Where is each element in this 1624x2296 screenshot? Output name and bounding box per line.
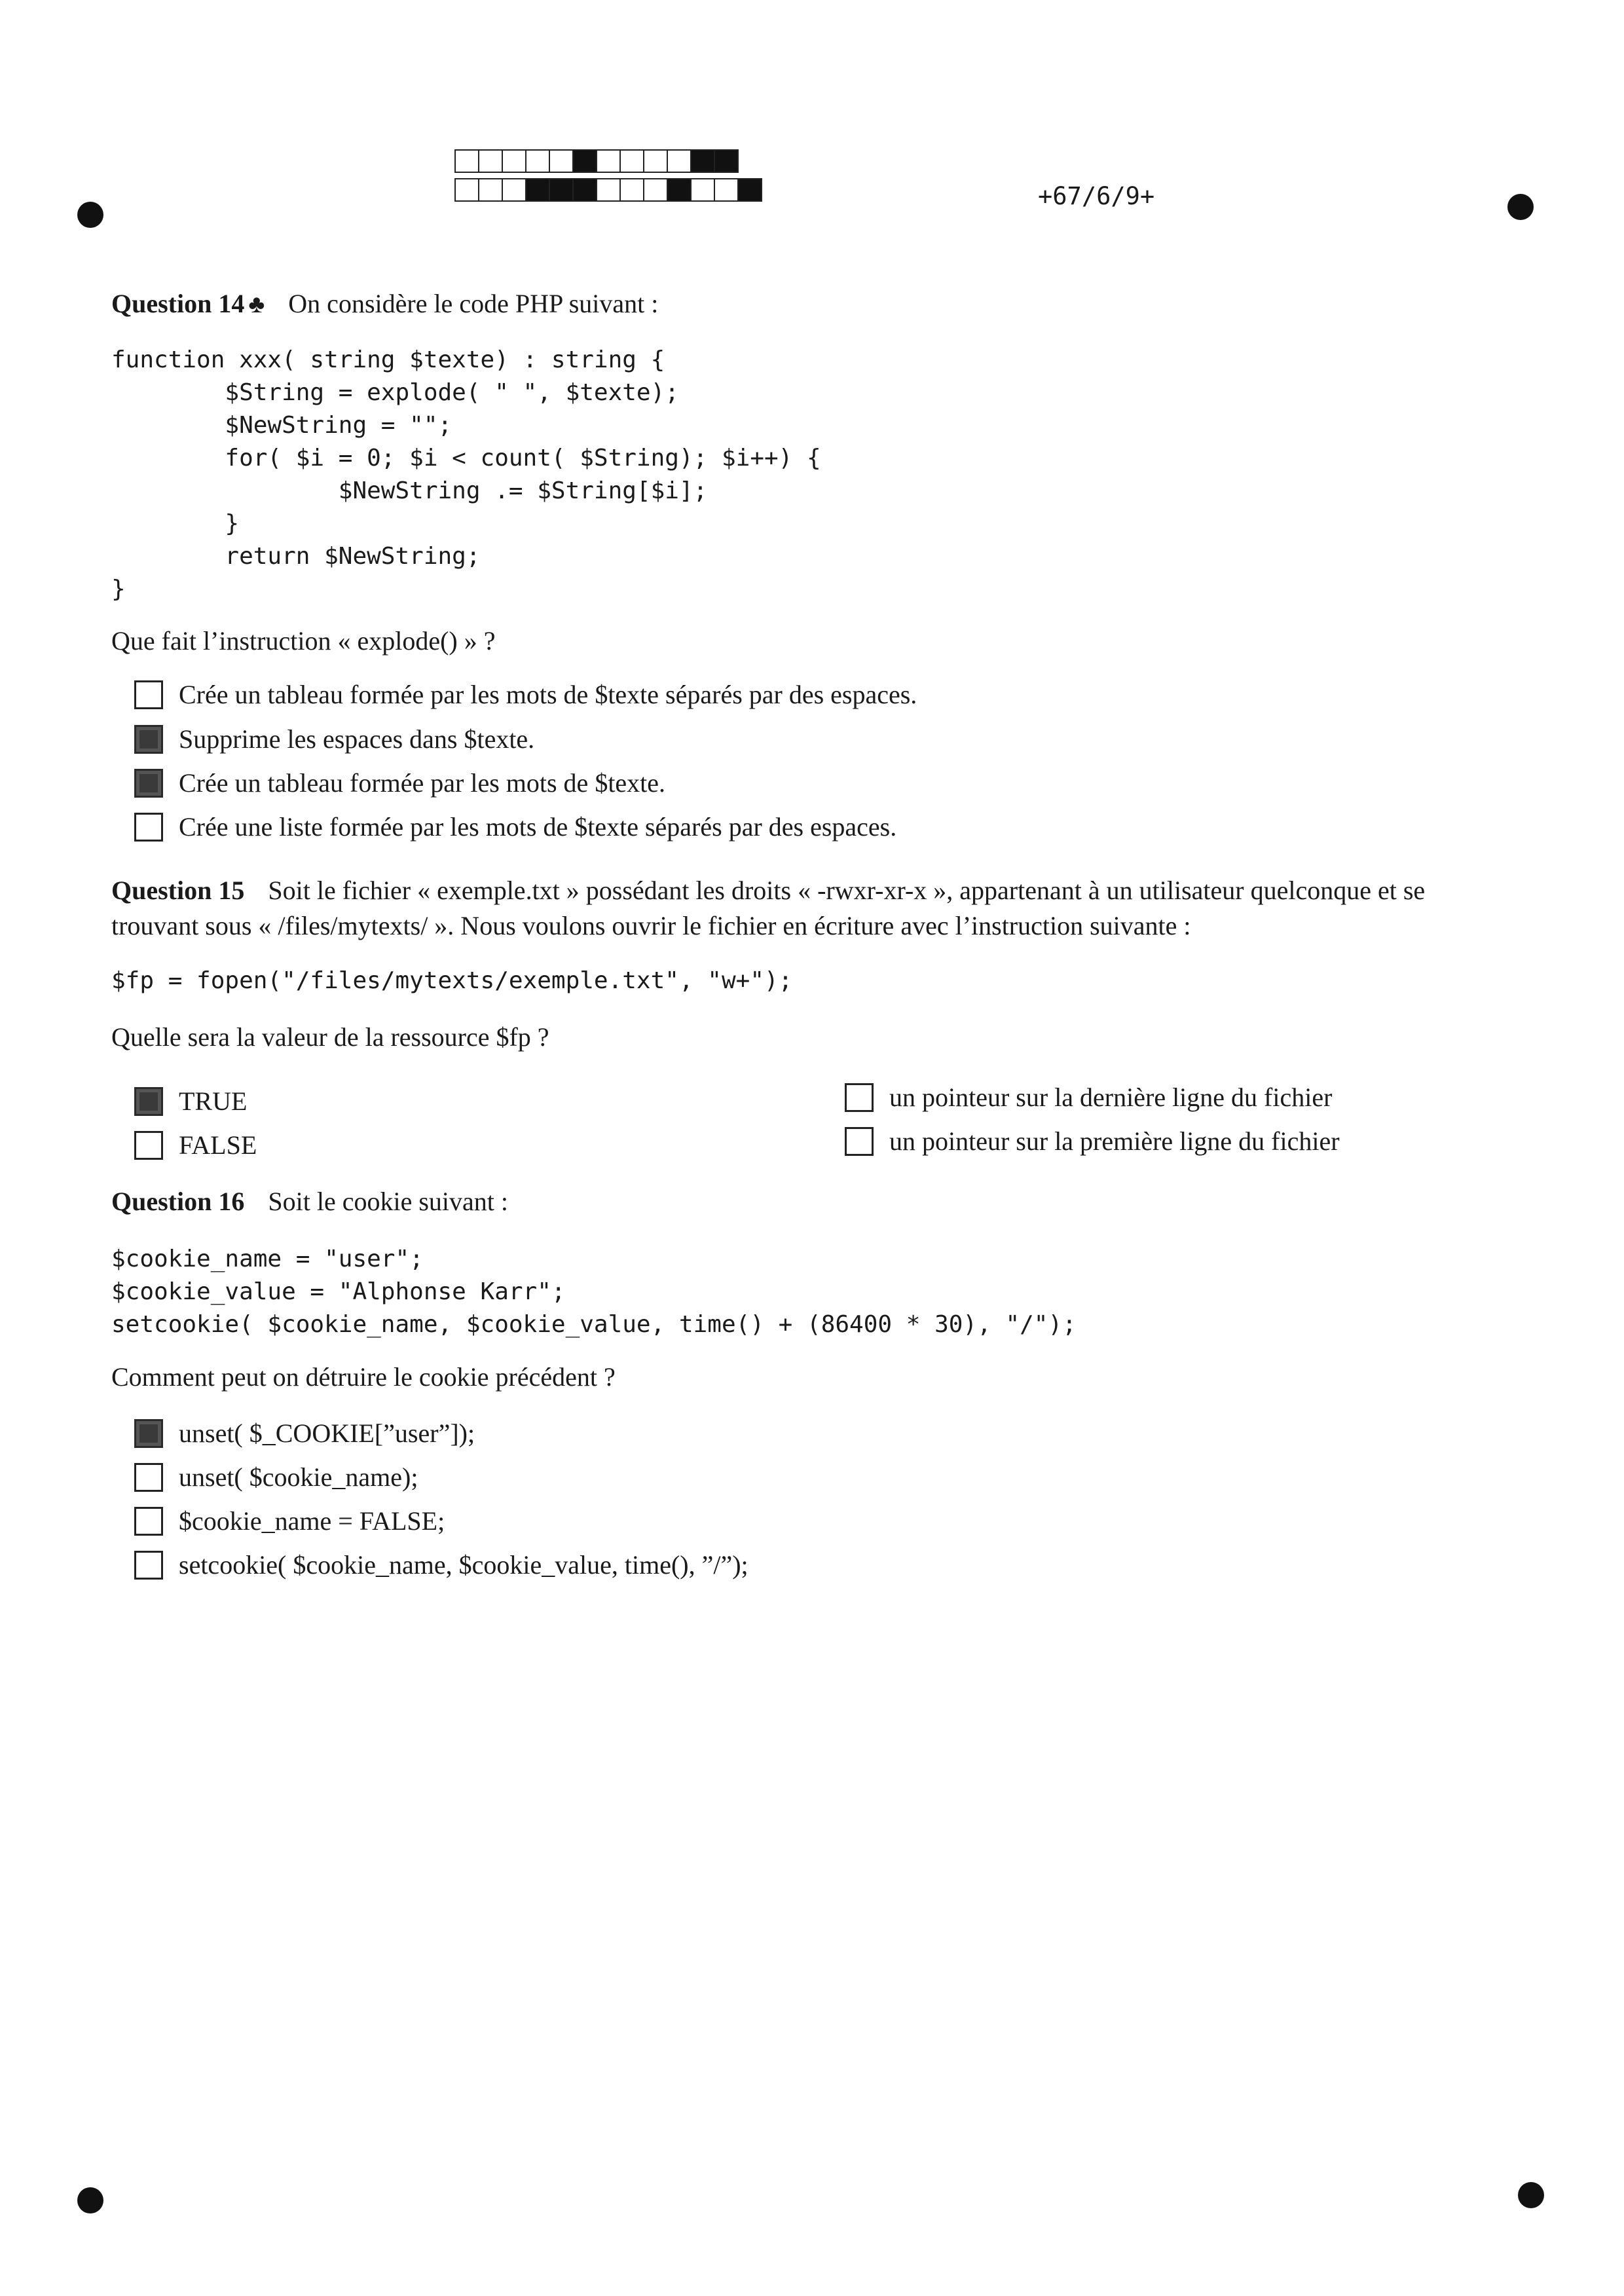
q16-checkbox-2[interactable] bbox=[134, 1463, 163, 1492]
q16-checkbox-1[interactable] bbox=[134, 1419, 163, 1448]
corner-mark-top-right bbox=[1507, 194, 1534, 220]
grid-cell bbox=[454, 149, 479, 173]
grid-cell bbox=[667, 178, 692, 202]
q14-option-4-text: Crée une liste formée par les mots de $texte séparés par des espaces. bbox=[179, 812, 897, 842]
q14-checkbox-3[interactable] bbox=[134, 769, 163, 798]
q16-option-4[interactable] bbox=[134, 1547, 748, 1583]
sheet-id: +67/6/9+ bbox=[1038, 182, 1155, 210]
q14-checkbox-4[interactable] bbox=[134, 813, 163, 842]
q15-checkbox-last-line[interactable] bbox=[845, 1083, 874, 1112]
q15-option-first-line-text: un pointeur sur la première ligne du fichier bbox=[889, 1126, 1340, 1156]
q15-option-true[interactable] bbox=[134, 1084, 247, 1119]
q16-intro: Soit le cookie suivant : bbox=[268, 1187, 508, 1216]
q14-option-1[interactable] bbox=[134, 677, 917, 713]
q15-option-first-line[interactable] bbox=[845, 1124, 1340, 1159]
q15-option-true-text: TRUE bbox=[179, 1086, 248, 1116]
q16-option-1[interactable] bbox=[134, 1416, 475, 1451]
grid-cell bbox=[596, 178, 621, 202]
q15-label: Question 15 bbox=[111, 876, 245, 905]
grid-cell bbox=[619, 178, 644, 202]
grid-row-1 bbox=[454, 149, 761, 174]
q15-code: $fp = fopen("/files/mytexts/exemple.txt", "w+"); bbox=[111, 967, 793, 994]
q14-label: Question 14 ♣ bbox=[111, 289, 265, 318]
q14-code: function xxx( string $texte) : string { $String = explode( " ", $texte); $NewString = ""; for( $i = 0; $i < count( $String); $i++) { $NewString .= $String[$i]; } return $NewString; } bbox=[111, 346, 821, 602]
q14-option-3-text: Crée un tableau formée par les mots de $texte. bbox=[179, 768, 666, 798]
q16-code: $cookie_name = "user"; $cookie_value = "Alphonse Karr"; setcookie( $cookie_name, $cookie_value, time() + (86400 * 30), "/"); bbox=[111, 1246, 1077, 1338]
q16-option-2[interactable] bbox=[134, 1460, 418, 1495]
grid-cell bbox=[667, 149, 692, 173]
grid-cell bbox=[549, 178, 574, 202]
q16-option-3-text: $cookie_name = FALSE; bbox=[179, 1506, 445, 1536]
grid-cell bbox=[643, 178, 668, 202]
q14-checkbox-1[interactable] bbox=[134, 680, 163, 709]
q16-option-4-text: setcookie( $cookie_name, $cookie_value, time(), ”/”); bbox=[179, 1550, 748, 1580]
q15-checkbox-false[interactable] bbox=[134, 1131, 163, 1160]
grid-cell bbox=[714, 149, 739, 173]
grid-cell bbox=[525, 178, 550, 202]
q15-checkbox-true[interactable] bbox=[134, 1087, 163, 1116]
grid-cell bbox=[714, 178, 739, 202]
q14-checkbox-2[interactable] bbox=[134, 725, 163, 754]
q14-option-1-text: Crée un tableau formée par les mots de $texte séparés par des espaces. bbox=[179, 680, 917, 709]
identification-grid bbox=[454, 149, 761, 207]
q16-option-2-text: unset( $cookie_name); bbox=[179, 1462, 418, 1492]
q15-intro: Soit le fichier « exemple.txt » possédant les droits « -rwxr-xr-x », appartenant à un utilisateur quelconque et se trouvant sous « /files/mytexts/ ». Nous voulons ouvrir le fichier en écriture avec l’instruction suivante : bbox=[111, 876, 1426, 940]
grid-row-2 bbox=[454, 178, 761, 203]
q15-option-false[interactable] bbox=[134, 1128, 257, 1163]
q15-option-false-text: FALSE bbox=[179, 1130, 257, 1160]
grid-cell bbox=[454, 178, 479, 202]
q16-question: Comment peut on détruire le cookie précédent ? bbox=[111, 1362, 616, 1392]
q16-option-3[interactable] bbox=[134, 1504, 445, 1539]
corner-mark-bottom-left bbox=[77, 2187, 103, 2213]
q16-label: Question 16 bbox=[111, 1187, 245, 1216]
grid-cell bbox=[525, 149, 550, 173]
grid-cell bbox=[643, 149, 668, 173]
q14-intro: On considère le code PHP suivant : bbox=[288, 289, 659, 318]
q16-header bbox=[111, 1184, 1513, 1219]
q15-header bbox=[111, 873, 1513, 944]
grid-cell bbox=[737, 178, 762, 202]
q14-question: Que fait l’instruction « explode() » ? bbox=[111, 626, 496, 656]
grid-cell bbox=[549, 149, 574, 173]
q14-option-4[interactable] bbox=[134, 809, 896, 845]
grid-cell bbox=[619, 149, 644, 173]
grid-cell bbox=[478, 149, 503, 173]
q16-checkbox-3[interactable] bbox=[134, 1507, 163, 1536]
q14-option-2-text: Supprime les espaces dans $texte. bbox=[179, 724, 535, 754]
grid-cell bbox=[690, 149, 715, 173]
q14-option-2[interactable] bbox=[134, 722, 534, 757]
q16-option-1-text: unset( $_COOKIE[”user”]); bbox=[179, 1418, 475, 1448]
q14-option-3[interactable] bbox=[134, 766, 665, 801]
q16-checkbox-4[interactable] bbox=[134, 1551, 163, 1580]
corner-mark-top-left bbox=[77, 202, 103, 228]
q15-option-last-line-text: un pointeur sur la dernière ligne du fichier bbox=[889, 1083, 1333, 1112]
q15-question: Quelle sera la valeur de la ressource $fp ? bbox=[111, 1022, 549, 1052]
grid-cell bbox=[502, 178, 526, 202]
grid-cell bbox=[572, 149, 597, 173]
grid-cell bbox=[596, 149, 621, 173]
q14-header bbox=[111, 286, 1513, 322]
grid-cell bbox=[502, 149, 526, 173]
q15-option-last-line[interactable] bbox=[845, 1080, 1332, 1115]
corner-mark-bottom-right bbox=[1518, 2182, 1544, 2208]
grid-cell bbox=[572, 178, 597, 202]
q15-checkbox-first-line[interactable] bbox=[845, 1127, 874, 1156]
grid-cell bbox=[478, 178, 503, 202]
grid-cell bbox=[690, 178, 715, 202]
club-icon: ♣ bbox=[248, 291, 265, 318]
